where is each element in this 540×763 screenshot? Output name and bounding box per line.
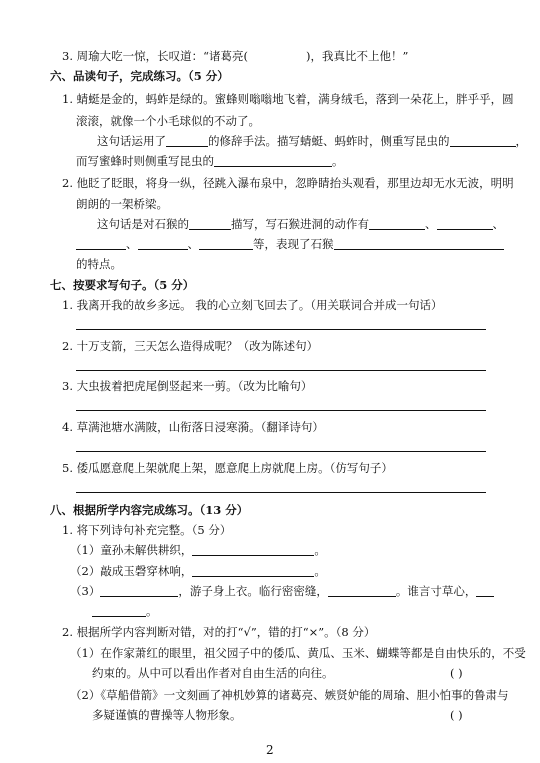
s8-q1-item2-blank[interactable] — [192, 565, 314, 577]
s6-q1-text-d: 而写蜜蜂时则侧重写昆虫的 — [76, 154, 214, 168]
s6-q2-line4 — [76, 236, 504, 252]
s8-q2-j1-answer-paren[interactable]: ( ) — [450, 666, 463, 680]
s8-q1-item1 — [70, 542, 326, 558]
s7-q1: 1. 我离开我的故乡多远。 我的心立刻飞回去了。（用关联词合并成一句话） — [62, 298, 443, 312]
s8-q1: 1. 将下列诗句补充完整。（5 分） — [62, 523, 232, 537]
s6-q2-blank-action3[interactable] — [76, 238, 126, 250]
s8-q2-j2-line1: （2）《草船借箭》一文刻画了神机妙算的诸葛亮、嫉贤妒能的周瑜、胆小怕事的鲁肃与 — [70, 688, 509, 702]
s8-q1-item2 — [70, 563, 326, 579]
q3-line — [62, 48, 408, 64]
q3-text-end: )，我真比不上他！” — [306, 49, 409, 63]
s6-q1-text-c: ， — [515, 134, 527, 148]
s8-q1-item3-cont — [92, 603, 158, 619]
s7-q2: 2. 十万支箭，三天怎么造得成呢？（改为陈述句） — [62, 339, 319, 353]
s8-q1-item3-label: （3） — [70, 584, 101, 598]
s6-q2-text-b: 描写，写石猴进洞的动作有 — [231, 217, 369, 231]
s7-q5: 5. 倭瓜愿意爬上架就爬上架，愿意爬上房就爬上房。（仿写句子） — [62, 461, 393, 475]
s7-q3-answer-line[interactable] — [76, 410, 486, 411]
q3-blank[interactable] — [248, 51, 306, 62]
s6-q1-blank-focus2[interactable] — [214, 155, 332, 167]
s8-q1-item3-blank3b[interactable] — [92, 605, 146, 617]
s6-q1-line4 — [76, 153, 344, 169]
s8-q1-item3-blank2[interactable] — [328, 585, 396, 597]
s6-q2-blank-type[interactable] — [189, 218, 231, 230]
q3-text: 3. 周瑜大吃一惊，长叹道：“诸葛亮( — [62, 49, 248, 63]
s8-q1-item3-blank1[interactable] — [100, 585, 178, 597]
s6-q2-text-g: 等，表现了石猴 — [253, 237, 334, 251]
section-7-title: 七、按要求写句子。（5 分） — [50, 278, 195, 292]
page-number: 2 — [266, 743, 274, 757]
s8-q1-item2-end: 。 — [314, 564, 326, 578]
s6-q2-passage-line2: 朗朗的一架桥梁。 — [76, 197, 168, 211]
s6-q2-sep3: 、 — [126, 237, 138, 251]
s8-q1-item3-text-c: 。谁言寸草心， — [395, 584, 477, 598]
s7-q5-answer-line[interactable] — [76, 492, 486, 493]
s8-q2: 2. 根据所学内容判断对错，对的打“√”，错的打“×”。（8 分） — [62, 625, 376, 639]
s7-q4-answer-line[interactable] — [76, 451, 486, 452]
s6-q1-line3 — [97, 133, 527, 149]
s6-q1-text-a: 这句话运用了 — [97, 134, 166, 148]
s7-q1-answer-line[interactable] — [76, 329, 486, 330]
s6-q1-blank-rhetoric[interactable] — [166, 135, 208, 147]
s6-q2-sep4: 、 — [187, 237, 199, 251]
s8-q2-j2-line2: 多疑谨慎的曹操等人物形象。 — [92, 708, 242, 722]
s8-q2-j1-line2: 约束的。从中可以看出作者对自由生活的向往。 — [92, 666, 334, 680]
s8-q2-j2-answer-paren[interactable]: ( ) — [450, 708, 463, 722]
section-8-title: 八、根据所学内容完成练习。（13 分） — [50, 503, 249, 517]
s6-q2-blank-action2[interactable] — [437, 218, 493, 230]
s8-q1-item3-blank3a[interactable] — [476, 585, 494, 597]
s6-q1-text-b: 的修辞手法。描写蜻蜓、蚂蚱时，侧重写昆虫的 — [208, 134, 450, 148]
s6-q2-line5: 的特点。 — [76, 257, 122, 271]
s8-q2-j1-line1: （1）在作家萧红的眼里，祖父园子中的倭瓜、黄瓜、玉米、蝴蝶等都是自由快乐的，不受 — [70, 646, 526, 660]
s6-q2-blank-trait[interactable] — [334, 238, 504, 250]
s8-q1-item3 — [70, 583, 494, 599]
s6-q1-text-e: 。 — [332, 154, 344, 168]
s6-q2-line3 — [97, 216, 504, 232]
s8-q1-item1-blank[interactable] — [192, 544, 314, 556]
s6-q1-passage-line2: 滚滚，就像一个小毛球似的不动了。 — [76, 114, 260, 128]
s6-q2-blank-action4[interactable] — [138, 238, 188, 250]
s6-q1-blank-focus1[interactable] — [450, 135, 516, 147]
s6-q2-blank-action1[interactable] — [369, 218, 425, 230]
s8-q1-item3-text-b: ，游子身上衣。临行密密缝， — [178, 584, 328, 598]
s6-q2-text-a: 这句话是对石猴的 — [97, 217, 189, 231]
s6-q1-passage-line1: 1. 蜻蜓是金的，蚂蚱是绿的。蜜蜂则嗡嗡地飞着，满身绒毛，落到一朵花上，胖乎乎，圆 — [62, 92, 514, 106]
s8-q1-item1-end: 。 — [314, 543, 326, 557]
s6-q2-passage-line1: 2. 他眨了眨眼，将身一纵，径跳入瀑布泉中，忽睁睛抬头观看，那里边却无水无波，明明 — [62, 176, 514, 190]
s6-q2-blank-action5[interactable] — [199, 238, 253, 250]
s6-q2-sep1: 、 — [425, 217, 437, 231]
s7-q2-answer-line[interactable] — [76, 370, 486, 371]
s6-q2-sep2: 、 — [492, 217, 504, 231]
s8-q1-item1-text: （1）童孙未解供耕织， — [70, 543, 193, 557]
section-6-title: 六、品读句子，完成练习。（5 分） — [50, 69, 229, 83]
s8-q1-item3-end: 。 — [146, 604, 158, 618]
s7-q4: 4. 草满池塘水满陂，山衔落日浸寒漪。（翻译诗句） — [62, 420, 324, 434]
s8-q1-item2-text: （2）敲成玉磬穿林响， — [70, 564, 193, 578]
s7-q3: 3. 大虫拔着把虎尾倒竖起来一剪。（改为比喻句） — [62, 379, 313, 393]
